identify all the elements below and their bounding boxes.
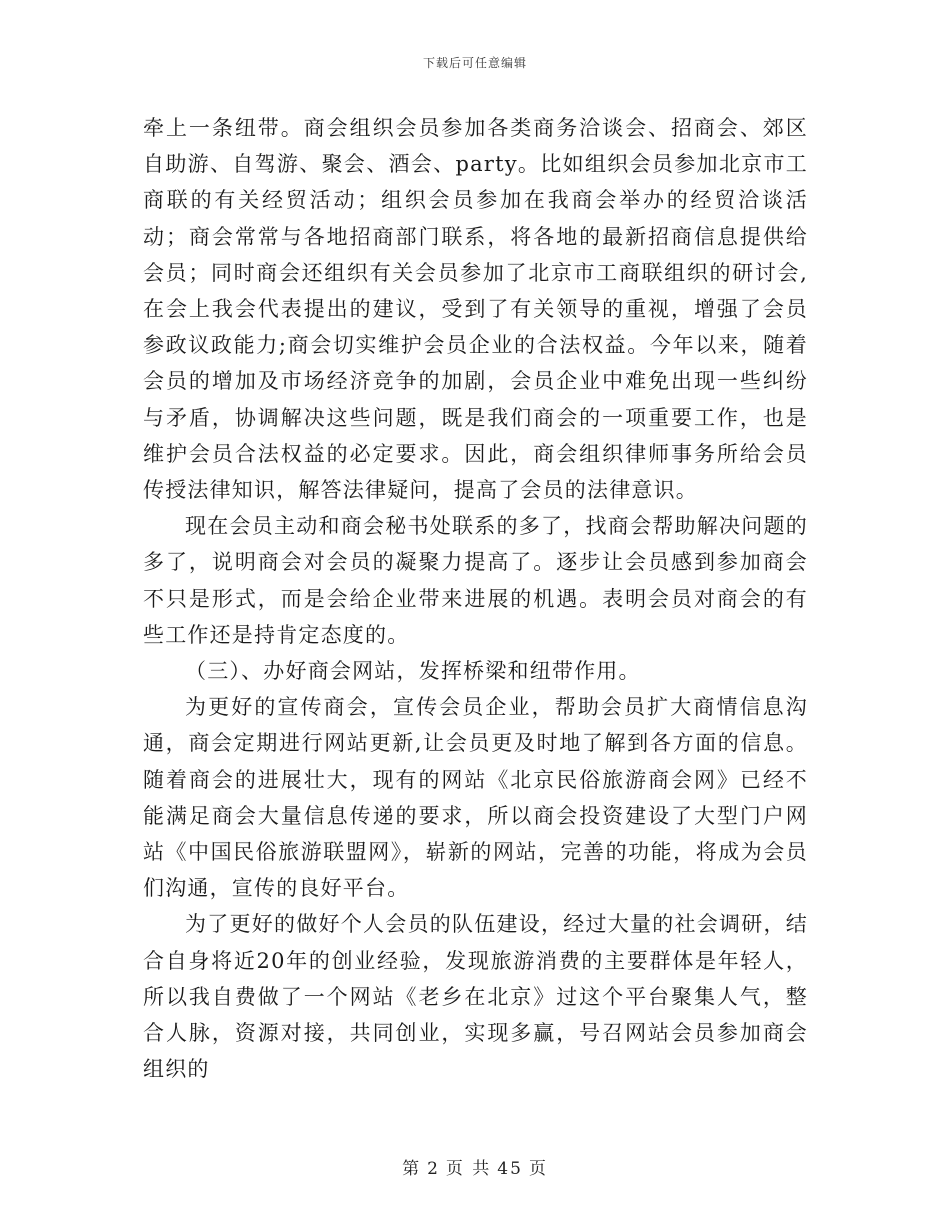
footer-prefix: 第 [402,1159,422,1179]
total-page-count: 45 [497,1159,523,1179]
page-footer [0,1154,950,1179]
paragraph-4: 为了更好的做好个人会员的队伍建设，经过大量的社会调研，结合自身将近20年的创业经验，发现旅游消费的主要群体是年轻人，所以我自费做了一个网站《老乡在北京》过这个平台聚集人气，整合人脉，资源对接，共同创业，实现多赢，号召网站会员参加商会组织的 [143,912,808,1082]
page-header: 下载后可任意编辑 [422,56,527,70]
current-page-number: 2 [427,1159,440,1179]
footer-middle: 页 共 [445,1159,492,1179]
footer-suffix: 页 [528,1159,548,1179]
section-heading: （三）、办好商会网站，发挥桥梁和纽带作用。 [185,659,641,684]
paragraph-2: 现在会员主动和商会秘书处联系的多了，找商会帮助解决问题的多了，说明商会对会员的凝聚力提高了。逐步让会员感到参加商会不只是形式，而是会给企业带来进展的机遇。表明会员对商会的有些工作还是持肯定态度的。 [143,514,808,647]
document-body [143,110,808,1087]
paragraph-1: 牵上一条纽带。商会组织会员参加各类商务洽谈会、招商会、郊区自助游、自驾游、聚会、酒会、party。比如组织会员参加北京市工商联的有关经贸活动；组织会员参加在我商会举办的经贸洽谈活动；商会常常与各地招商部门联系，将各地的最新招商信息提供给会员；同时商会还组织有关会员参加了北京市工商联组织的研讨会,在会上我会代表提出的建议，受到了有关领导的重视，增强了会员参政议政能力;商会切实维护会员企业的合法权益。今年以来，随着会员的增加及市场经济竞争的加剧，会员企业中难免出现一些纠纷与矛盾，协调解决这些问题，既是我们商会的一项重要工作，也是维护会员合法权益的必定要求。因此，商会组织律师事务所给会员传授法律知识，解答法律疑问，提高了会员的法律意识。 [143,116,808,503]
paragraph-3: 为更好的宣传商会，宣传会员企业，帮助会员扩大商情信息沟通，商会定期进行网站更新,让会员更及时地了解到各方面的信息。随着商会的进展壮大，现有的网站《北京民俗旅游商会网》已经不能满足商会大量信息传递的要求，所以商会投资建设了大型门户网站《中国民俗旅游联盟网》，崭新的网站，完善的功能，将成为会员们沟通，宣传的良好平台。 [143,695,808,901]
